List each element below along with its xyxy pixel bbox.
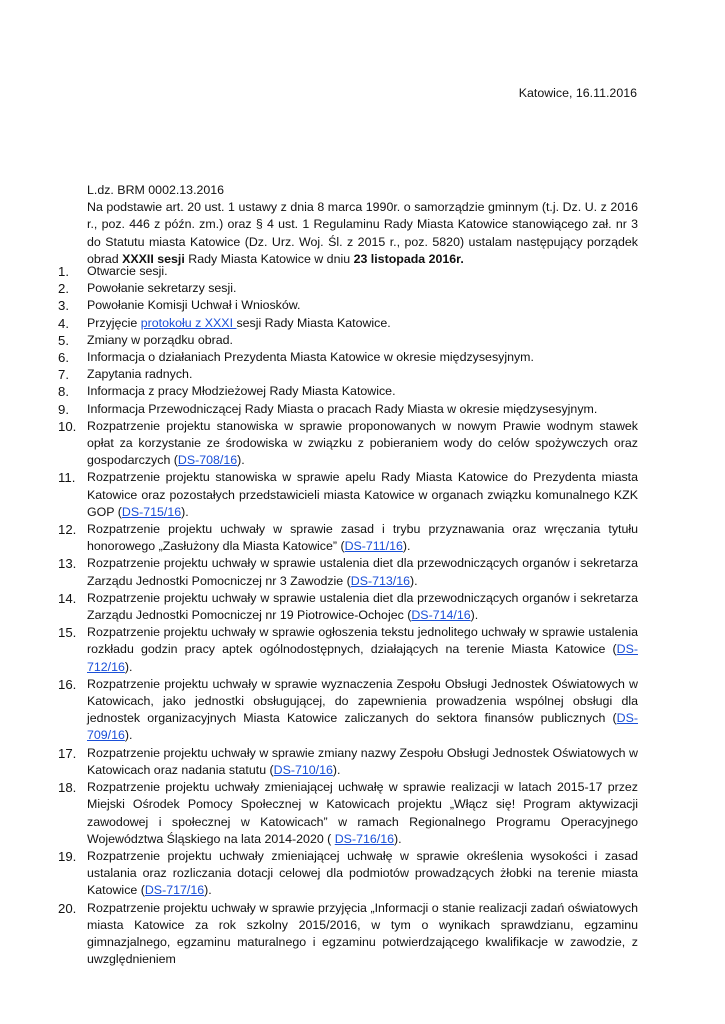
- agenda-item: [58, 315, 638, 332]
- agenda-item-text-before: Rozpatrzenie projektu uchwały w sprawie zasad i trybu przyznawania oraz wręczania tytułu honorowego „Zasłużony dla Miasta Katowice” (: [87, 522, 638, 554]
- agenda-item-number: 3.: [58, 298, 69, 314]
- agenda-item-text: [87, 848, 638, 900]
- agenda-item-text: [87, 745, 638, 779]
- agenda-item-number: 7.: [58, 367, 69, 383]
- agenda-item-text: [87, 315, 638, 332]
- intro-text-middle: Rady Miasta Katowice w dniu: [184, 251, 354, 266]
- agenda-item-text: Informacja Przewodniczącej Rady Miasta o pracach Rady Miasta w okresie międzysesyjnym.: [87, 401, 598, 416]
- agenda-item-text: [87, 779, 638, 848]
- agenda-item-text-before: Rozpatrzenie projektu uchwały w sprawie wyznaczenia Zespołu Obsługi Jednostek Oświatowych w Katowicach, jako jednostki obsługującej, do zapewnienia prowadzenia wspólnej obsługi dla jednostek organizacyjnych Miasta Katowice zaliczanych do sektora finansów publicznych (: [87, 676, 638, 726]
- session-number: XXXII sesji: [122, 251, 185, 266]
- agenda-item: [58, 263, 638, 280]
- agenda-item: [58, 401, 638, 418]
- document-link[interactable]: DS-714/16: [411, 608, 471, 623]
- agenda-item-text-before: Rozpatrzenie projektu uchwały w sprawie ustalenia diet dla przewodniczących organów i sekretarza Zarządu Jednostki Pomocniczej nr 3 Zawodzie (: [87, 556, 638, 588]
- document-link[interactable]: DS-713/16: [350, 573, 411, 588]
- agenda-item-text: [87, 469, 638, 521]
- agenda-item-number: 12.: [58, 522, 77, 538]
- agenda-item-text: Powołanie sekretarzy sesji.: [87, 281, 237, 296]
- document-link[interactable]: DS-716/16: [334, 831, 394, 846]
- agenda-item-number: 9.: [58, 401, 69, 417]
- document-link[interactable]: DS-709/16: [87, 711, 638, 743]
- agenda-item-text-after: sesji Rady Miasta Katowice.: [236, 315, 391, 330]
- agenda-item-text-before: Rozpatrzenie projektu uchwały w sprawie zmiany nazwy Zespołu Obsługi Jednostek Oświatowych w Katowicach oraz nadania statutu (: [87, 745, 638, 777]
- agenda-item-number: 4.: [58, 315, 69, 331]
- agenda-item-text: [87, 418, 638, 470]
- document-date: Katowice, 16.11.2016: [518, 86, 637, 100]
- agenda-item: [58, 366, 638, 383]
- agenda-item-number: 17.: [58, 745, 77, 761]
- agenda-item: [58, 418, 638, 470]
- intro-paragraph: [87, 199, 638, 268]
- document-link[interactable]: DS-708/16: [177, 453, 238, 468]
- agenda-item-number: 18.: [58, 780, 77, 796]
- agenda-item: [58, 521, 638, 555]
- agenda-item: [58, 624, 638, 676]
- agenda-item-number: 5.: [58, 332, 69, 348]
- agenda-item-number: 15.: [58, 625, 77, 641]
- intro-text-before: Na podstawie art. 20 ust. 1 ustawy z dnia 8 marca 1990r. o samorządzie gminnym (t.j. Dz. U. z 2016 r., poz. 446 z późn. zm.) oraz § 4 ust. 1 Regulaminu Rady Miasta Katowice stanowiącego zał. nr 3 do Statutu miasta Katowice (Dz. Urz. Woj. Śl. z 2015 r., poz. 5820) ustalam następujący porządek obrad: [87, 200, 638, 266]
- agenda-item-number: 10.: [58, 418, 77, 434]
- agenda-item-text-before: Przyjęcie: [87, 315, 141, 330]
- agenda-item-text-before: Rozpatrzenie projektu stanowiska w sprawie proponowanych w nowym Prawie wodnym stawek opłat za korzystanie ze środowiska w związku z pobieraniem wody do celów spożywczych oraz gospodarczych (: [87, 418, 638, 468]
- agenda-item-text: [87, 624, 638, 676]
- agenda-item-text: [87, 590, 638, 624]
- agenda-item-text-after: ).: [124, 659, 133, 674]
- agenda-item-text: Powołanie Komisji Uchwał i Wniosków.: [87, 298, 301, 313]
- agenda-item-text-before: Rozpatrzenie projektu stanowiska w sprawie apelu Rady Miasta Katowice do Prezydenta miasta Katowice oraz pozostałych przedstawicieli miasta Katowice w organach związku komunalnego KZK GOP (: [87, 470, 638, 519]
- document-link[interactable]: DS-717/16: [144, 883, 205, 898]
- reference-number: L.dz. BRM 0002.13.2016: [87, 183, 225, 197]
- agenda-item-number: 19.: [58, 848, 77, 864]
- agenda-item: [58, 779, 638, 848]
- agenda-item: [58, 297, 638, 314]
- agenda-item-text: Zmiany w porządku obrad.: [87, 332, 234, 347]
- agenda-item-text-before: Rozpatrzenie projektu uchwały zmieniającej uchwałę w sprawie określenia wysokości i zasad ustalania oraz rozliczania dotacji celowej dla podmiotów prowadzących żłobki na terenie miasta Katowice (: [87, 848, 638, 898]
- session-date: 23 listopada 2016r.: [353, 251, 464, 266]
- agenda-item-number: 6.: [58, 350, 69, 366]
- agenda-item-text: Zapytania radnych.: [87, 367, 193, 382]
- agenda-item-text: [87, 521, 638, 555]
- agenda-item: [58, 676, 638, 745]
- agenda-item-number: 1.: [58, 264, 69, 279]
- agenda-item-text-after: ).: [181, 504, 189, 519]
- agenda-item-text-before: Rozpatrzenie projektu uchwały w sprawie ogłoszenia tekstu jednolitego uchwały w sprawie ustalenia rozkładu godzin pracy aptek ogólnodostępnych, działających na terenie Miasta Katowice (: [87, 625, 638, 657]
- agenda-item-text-before: Rozpatrzenie projektu uchwały w sprawie ustalenia diet dla przewodniczących organów i sekretarza Zarządu Jednostki Pomocniczej nr 19 Piotrowice-Ochojec (: [87, 590, 638, 623]
- agenda-item: [58, 469, 638, 521]
- agenda-item-text-after: ).: [393, 831, 402, 846]
- agenda-item: [58, 280, 638, 297]
- agenda-item: [58, 383, 638, 400]
- agenda-item-text: Rozpatrzenie projektu uchwały w sprawie przyjęcia „Informacji o stanie realizacji zadań oświatowych miasta Katowice za rok szkolny 2015/2016, w tym o wynikach sprawdzianu, egzaminu gimnazjalnego, egzaminu maturalnego i egzaminu potwierdzającego kwalifikacje w zawodzie, z uwzględnieniem: [87, 900, 638, 967]
- agenda-item-text: [87, 555, 638, 589]
- agenda-item-text-after: ).: [470, 608, 479, 623]
- agenda-item-number: 14.: [58, 590, 77, 606]
- document-link[interactable]: DS-712/16: [87, 642, 638, 674]
- agenda-item-text-after: ).: [237, 453, 245, 468]
- agenda-item-text: [87, 676, 638, 745]
- agenda-item-number: 11.: [58, 470, 76, 486]
- agenda-item-number: 16.: [58, 676, 77, 692]
- agenda-item-text: Informacja o działaniach Prezydenta Miasta Katowice w okresie międzysesyjnym.: [87, 350, 534, 365]
- document-link[interactable]: DS-710/16: [273, 762, 333, 777]
- agenda-item: [58, 745, 638, 779]
- document-link[interactable]: DS-715/16: [121, 504, 182, 519]
- document-link[interactable]: DS-711/16: [344, 539, 403, 554]
- agenda-item-text-after: ).: [332, 762, 341, 777]
- agenda-item-text: Informacja z pracy Młodzieżowej Rady Miasta Katowice.: [87, 384, 396, 399]
- agenda-item-number: 20.: [58, 900, 77, 916]
- agenda-item-text-after: ).: [204, 883, 212, 898]
- agenda-item-number: 8.: [58, 384, 69, 400]
- agenda-item: [58, 590, 638, 624]
- agenda-item: [58, 900, 638, 969]
- agenda-item: [58, 349, 638, 366]
- intro-section: [87, 182, 638, 268]
- agenda-item: [58, 332, 638, 349]
- agenda-item-number: 13.: [58, 556, 77, 572]
- agenda-item-text-after: ).: [402, 539, 411, 554]
- agenda-item: [58, 848, 638, 900]
- agenda-list: [58, 263, 638, 968]
- agenda-item-text: Otwarcie sesji.: [87, 264, 168, 278]
- agenda-item-text-after: ).: [410, 573, 418, 588]
- agenda-item-text-before: Rozpatrzenie projektu uchwały zmieniającej uchwałę w sprawie realizacji w latach 2015-17 przez Miejski Ośrodek Pomocy Społecznej w Katowicach projektu „Włącz się! Program aktywizacji zawodowej i społecznej w Katowicach” w ramach Regionalnego Programu Operacyjnego Województwa Śląskiego na lata 2014-2020 (: [87, 780, 638, 846]
- agenda-item: [58, 555, 638, 589]
- agenda-item-number: 2.: [58, 281, 69, 297]
- document-link[interactable]: protokołu z XXXI: [140, 315, 237, 330]
- agenda-item-text-after: ).: [124, 728, 133, 743]
